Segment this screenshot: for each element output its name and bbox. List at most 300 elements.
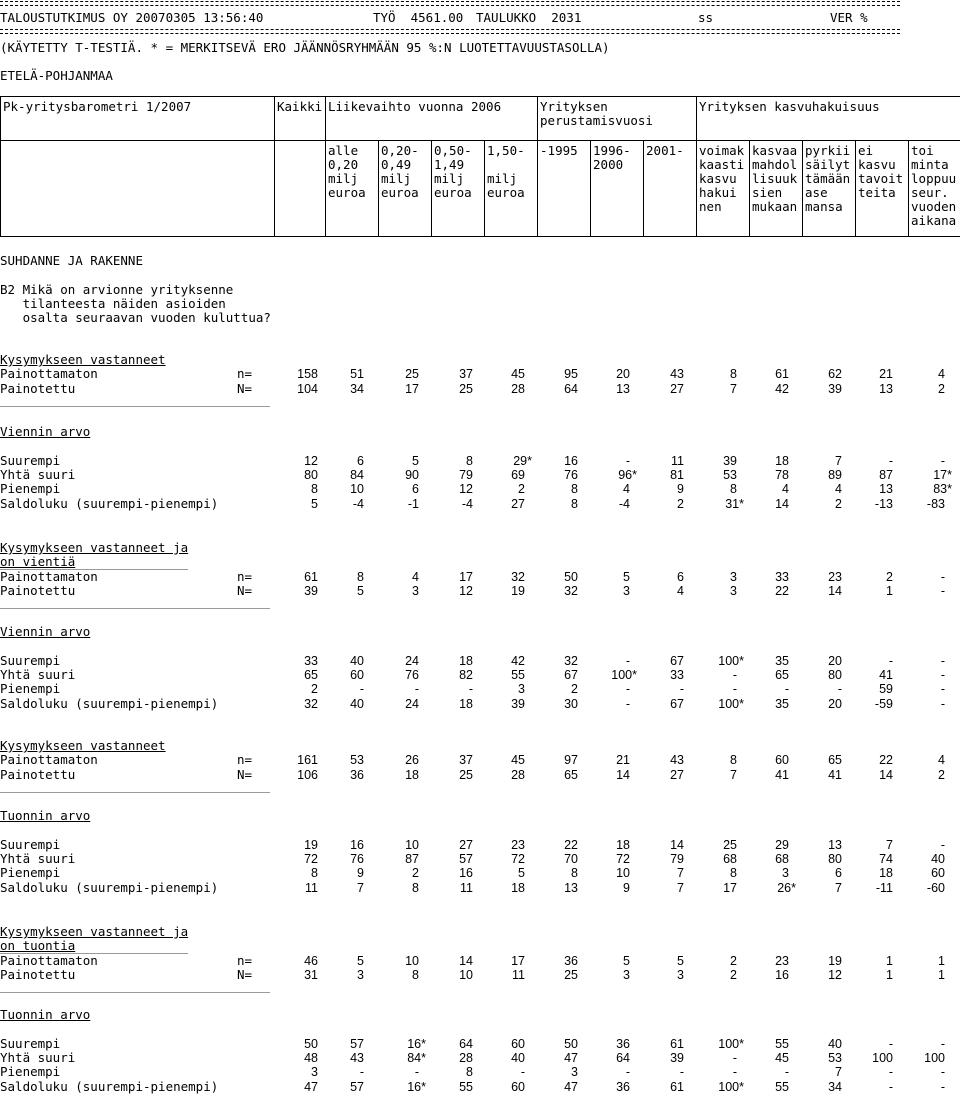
table-cell: 32	[304, 696, 318, 711]
table-cell: 36	[616, 1079, 630, 1094]
table-cell: -	[940, 569, 945, 584]
table-cell: 4	[938, 367, 945, 382]
table-cell: 7	[730, 767, 737, 782]
table-cell: 11	[512, 967, 525, 982]
table-cell: 53	[723, 467, 737, 482]
table-cell: -	[888, 1065, 893, 1080]
table-cell: 11	[671, 453, 684, 468]
table-cell: 14	[616, 767, 630, 782]
table-cell: -4	[461, 496, 473, 511]
table-cell: 8	[571, 496, 578, 511]
question-text: B2 Mikä on arvionne yrityksenne tilanteesta näiden asioiden osalta seuraavan vuoden kuluttua?	[0, 282, 271, 325]
table-cell: 1	[938, 953, 945, 968]
table-cell: 33	[304, 653, 318, 668]
table-cell: 43	[670, 753, 684, 768]
table-cell: -	[888, 1079, 893, 1094]
table-cell: 1	[886, 967, 893, 982]
table-cell: 3	[623, 967, 630, 982]
table-cell: 39	[511, 696, 525, 711]
table-cell: 76	[564, 467, 578, 482]
table-cell: 16	[459, 866, 473, 881]
table-cell: 3	[623, 583, 630, 598]
table-cell: 6	[677, 569, 684, 584]
table-cell: -	[732, 667, 737, 682]
table-cell: 27	[459, 837, 473, 852]
table-cell: 17	[511, 953, 525, 968]
table-cell: 20	[616, 367, 630, 382]
table-cell: -60	[926, 880, 945, 895]
table-cell: 64	[564, 381, 578, 396]
col-header: 0,50- 1,49 milj euroa	[432, 141, 485, 237]
table-cell: 78	[775, 467, 789, 482]
table-cell: 21	[616, 753, 630, 768]
table-cell: 84*	[407, 1050, 426, 1065]
table-cell: 37	[459, 753, 473, 768]
table-cell: 7	[677, 866, 684, 881]
table-cell: 19	[304, 837, 318, 852]
table-cell: -	[784, 1065, 789, 1080]
table-cell: 12	[459, 482, 473, 497]
table-cell: 14	[459, 953, 473, 968]
table-cell: -1	[407, 496, 419, 511]
table-cell: 3	[730, 569, 737, 584]
n-label: N=	[237, 380, 253, 396]
row-label: Pienempi	[0, 681, 61, 697]
column-header-table	[0, 96, 960, 237]
table-cell: 4	[677, 583, 684, 598]
table-cell: 97	[564, 753, 578, 768]
table-cell: 55	[775, 1036, 789, 1051]
table-cell: -	[625, 653, 630, 668]
table-cell: 76	[405, 667, 419, 682]
table-cell: 18	[459, 653, 473, 668]
table-cell: -	[888, 453, 893, 468]
table-cell: 60	[511, 1079, 525, 1094]
table-cell: 80	[828, 851, 842, 866]
table-cell: 50	[304, 1036, 318, 1051]
table-cell: 57	[350, 1079, 364, 1094]
row-label: Yhtä suuri	[0, 666, 76, 682]
row-label: Yhtä suuri	[0, 1049, 76, 1065]
table-cell: 47	[564, 1050, 578, 1065]
table-cell: 82	[459, 667, 473, 682]
table-cell: -	[679, 682, 684, 697]
table-cell: 34	[828, 1079, 842, 1094]
table-cell: 8	[571, 482, 578, 497]
table-cell: 28	[511, 381, 525, 396]
table-cell: 20	[828, 696, 842, 711]
table-cell: 6	[357, 453, 364, 468]
table-cell: -59	[874, 696, 893, 711]
table-cell: -4	[618, 496, 630, 511]
table-cell: 21	[879, 367, 893, 382]
table-cell: 3	[677, 967, 684, 982]
table-cell: 8	[412, 967, 419, 982]
row-label: Saldoluku (suurempi-pienempi)	[0, 1078, 219, 1094]
row-label: Painottamaton	[0, 568, 98, 584]
table-cell: 100*	[718, 653, 744, 668]
table-cell: 9	[357, 866, 364, 881]
table-cell: 64	[459, 1036, 473, 1051]
table-cell: 27	[670, 767, 684, 782]
table-cell: 79	[670, 851, 684, 866]
table-cell: 18	[405, 767, 419, 782]
table-cell: 5	[623, 953, 630, 968]
table-cell: 47	[564, 1079, 578, 1094]
col-header: pyrkii säilyt tämään ase mansa	[803, 141, 856, 237]
block-subtitle: on tuontia	[0, 938, 76, 954]
table-cell: -83	[926, 496, 945, 511]
table-cell: 60	[350, 667, 364, 682]
table-cell: 53	[828, 1050, 842, 1065]
table-cell: -	[359, 1065, 364, 1080]
table-cell: -	[732, 1050, 737, 1065]
table-cell: 70	[564, 851, 578, 866]
table-cell: 31	[304, 967, 318, 982]
table-cell: 17	[405, 381, 419, 396]
row-label: Suurempi	[0, 452, 61, 468]
block-title: Viennin arvo	[0, 624, 91, 639]
table-cell: 100*	[718, 1079, 744, 1094]
table-cell: 65	[775, 667, 789, 682]
table-cell: 42	[511, 653, 525, 668]
table-cell: 39	[723, 453, 737, 468]
table-cell: 67	[670, 653, 684, 668]
table-cell: -	[940, 1065, 945, 1080]
table-cell: 2	[571, 682, 578, 697]
table-cell: 7	[835, 453, 842, 468]
table-cell: 3	[518, 682, 525, 697]
table-cell: 8	[466, 1065, 473, 1080]
table-cell: 23	[828, 569, 842, 584]
table-cell: 25	[405, 367, 419, 382]
table-cell: 39	[670, 1050, 684, 1065]
table-cell: 5	[311, 496, 318, 511]
table-cell: 3	[571, 1065, 578, 1080]
table-cell: 40	[931, 851, 945, 866]
table-cell: 68	[723, 851, 737, 866]
table-cell: 9	[623, 880, 630, 895]
table-cell: 6	[835, 866, 842, 881]
n-label: N=	[237, 966, 253, 982]
table-cell: 65	[304, 667, 318, 682]
table-cell: -	[414, 682, 419, 697]
block-title: Tuonnin arvo	[0, 808, 91, 823]
table-cell: 30	[564, 696, 578, 711]
table-cell: 57	[459, 851, 473, 866]
row-label: Painotettu	[0, 380, 76, 396]
table-cell: 4	[835, 482, 842, 497]
table-cell: -	[732, 1065, 737, 1080]
table-cell: 7	[730, 381, 737, 396]
table-cell: 90	[405, 467, 419, 482]
table-cell: 95	[564, 367, 578, 382]
table-cell: 10	[459, 967, 473, 982]
table-cell: 2	[677, 496, 684, 511]
table-cell: 8	[730, 753, 737, 768]
table-cell: -	[359, 682, 364, 697]
table-cell: 7	[677, 880, 684, 895]
table-cell: 40	[350, 653, 364, 668]
table-cell: 7	[886, 837, 893, 852]
table-cell: -	[784, 682, 789, 697]
col-header: -1995	[538, 141, 591, 237]
table-cell: 2	[412, 866, 419, 881]
table-cell: 22	[564, 837, 578, 852]
table-cell: 13	[616, 381, 630, 396]
col-header: voimak kaasti kasvu hakui nen	[697, 141, 750, 237]
block-title: Kysymykseen vastanneet	[0, 352, 166, 367]
table-cell: 45	[511, 753, 525, 768]
n-label: N=	[237, 766, 253, 782]
table-cell: 65	[828, 753, 842, 768]
table-cell: 31*	[725, 496, 744, 511]
table-cell: 3	[730, 583, 737, 598]
col-header: toi minta loppuu seur. vuoden aikana	[909, 141, 960, 237]
table-cell: 50	[564, 569, 578, 584]
row-label: Saldoluku (suurempi-pienempi)	[0, 879, 219, 895]
table-cell: 13	[564, 880, 578, 895]
table-cell: -13	[874, 496, 893, 511]
row-label: Yhtä suuri	[0, 466, 76, 482]
table-cell: 12	[459, 583, 473, 598]
table-cell: 41	[879, 667, 893, 682]
table-cell: -	[940, 682, 945, 697]
table-cell: 27	[670, 381, 684, 396]
table-cell: 29*	[513, 453, 532, 468]
t-test-note: (KÄYTETTY T-TESTIÄ. * = MERKITSEVÄ ERO JÄÄNNÖSRYHMÄÄN 95 %:N LUOTETTAVUUSTASOLLA)	[0, 40, 610, 55]
empty-cell	[275, 141, 326, 237]
table-cell: 36	[616, 1036, 630, 1051]
title-underline	[0, 953, 188, 954]
table-cell: 55	[775, 1079, 789, 1094]
table-cell: -	[837, 682, 842, 697]
table-cell: -	[888, 653, 893, 668]
table-cell: 9	[677, 482, 684, 497]
table-cell: 8	[730, 482, 737, 497]
table-cell: 35	[775, 653, 789, 668]
table-cell: 41	[775, 767, 789, 782]
table-cell: 16*	[407, 1079, 426, 1094]
table-cell: 10	[405, 837, 419, 852]
row-label: Pienempi	[0, 481, 61, 497]
table-cell: 61	[670, 1079, 684, 1094]
table-cell: -	[940, 653, 945, 668]
table-cell: 104	[297, 381, 318, 396]
table-cell: 11	[460, 880, 473, 895]
table-cell: 8	[466, 453, 473, 468]
table-cell: 36	[564, 953, 578, 968]
base-divider	[0, 406, 270, 407]
table-cell: 32	[511, 569, 525, 584]
row-label: Painottamaton	[0, 366, 98, 382]
table-cell: 2	[518, 482, 525, 497]
region-title: ETELÄ-POHJANMAA	[0, 68, 113, 83]
block-title: Kysymykseen vastanneet ja	[0, 540, 189, 555]
table-cell: 8	[311, 482, 318, 497]
table-cell: 47	[304, 1079, 318, 1094]
row-label: Suurempi	[0, 1035, 61, 1051]
table-cell: 25	[564, 967, 578, 982]
table-cell: 83*	[933, 482, 952, 497]
table-cell: 18	[879, 866, 893, 881]
table-cell: 3	[412, 583, 419, 598]
table-cell: 57	[350, 1036, 364, 1051]
table-cell: 17*	[933, 467, 952, 482]
table-cell: 14	[775, 496, 789, 511]
table-cell: 8	[357, 569, 364, 584]
base-divider	[0, 992, 270, 993]
table-cell: 3	[782, 866, 789, 881]
table-cell: 2	[311, 682, 318, 697]
table-cell: -	[625, 696, 630, 711]
table-cell: 18	[616, 837, 630, 852]
table-cell: 106	[297, 767, 318, 782]
block-subtitle: on vientiä	[0, 554, 76, 570]
table-cell: 18	[775, 453, 789, 468]
row-label: Pienempi	[0, 1064, 61, 1080]
table-cell: 2	[938, 767, 945, 782]
table-cell: -	[940, 837, 945, 852]
table-cell: 14	[828, 583, 842, 598]
top-rule	[0, 1, 900, 6]
table-cell: 20	[828, 653, 842, 668]
base-divider	[0, 608, 270, 609]
table-cell: 69	[511, 467, 525, 482]
table-cell: 96*	[618, 467, 637, 482]
table-cell: 3	[357, 967, 364, 982]
table-cell: 53	[350, 753, 364, 768]
table-cell: 4	[782, 482, 789, 497]
block-title: Viennin arvo	[0, 424, 91, 439]
table-cell: 17	[459, 569, 473, 584]
table-cell: 26	[405, 753, 419, 768]
table-cell: 19	[511, 583, 525, 598]
block-title: Kysymykseen vastanneet ja	[0, 924, 189, 939]
table-cell: 8	[730, 866, 737, 881]
table-cell: -	[940, 696, 945, 711]
table-title: Pk-yritysbarometri 1/2007	[1, 97, 275, 141]
table-cell: 81	[670, 467, 684, 482]
table-cell: 61	[304, 569, 318, 584]
table-cell: 2	[730, 953, 737, 968]
table-cell: 84	[350, 467, 364, 482]
table-cell: 33	[775, 569, 789, 584]
table-number: TAULUKKO 2031	[476, 10, 582, 25]
table-cell: 14	[670, 837, 684, 852]
table-cell: 7	[835, 880, 842, 895]
row-label: Saldoluku (suurempi-pienempi)	[0, 495, 219, 511]
n-label: n=	[237, 568, 253, 584]
table-cell: 4	[938, 753, 945, 768]
n-label: N=	[237, 582, 253, 598]
table-cell: 25	[723, 837, 737, 852]
table-cell: 55	[511, 667, 525, 682]
table-cell: -	[888, 1036, 893, 1051]
table-cell: 16	[775, 967, 789, 982]
table-cell: 5	[357, 953, 364, 968]
table-cell: -	[625, 1065, 630, 1080]
table-cell: 3	[311, 1065, 318, 1080]
table-cell: -	[679, 1065, 684, 1080]
table-cell: 43	[350, 1050, 364, 1065]
table-cell: 5	[518, 866, 525, 881]
table-cell: 10	[350, 482, 364, 497]
table-cell: 18	[459, 696, 473, 711]
growth-group-header: Yrityksen kasvuhakuisuus	[697, 97, 960, 141]
table-cell: 27	[511, 496, 525, 511]
table-cell: 25	[459, 381, 473, 396]
table-cell: 10	[616, 866, 630, 881]
table-cell: 46	[304, 953, 318, 968]
table-cell: 8	[730, 367, 737, 382]
table-cell: 32	[564, 583, 578, 598]
table-cell: 161	[297, 753, 318, 768]
table-cell: 5	[623, 569, 630, 584]
table-cell: 13	[828, 837, 842, 852]
section-title: SUHDANNE JA RAKENNE	[0, 253, 143, 268]
table-cell: 17	[723, 880, 737, 895]
table-cell: 41	[828, 767, 842, 782]
table-cell: 2	[835, 496, 842, 511]
table-cell: 22	[879, 753, 893, 768]
table-cell: 100*	[611, 667, 637, 682]
table-cell: 12	[304, 453, 318, 468]
table-cell: 37	[459, 367, 473, 382]
table-cell: -	[625, 682, 630, 697]
table-cell: 100	[924, 1050, 945, 1065]
org-timestamp: TALOUSTUTKIMUS OY 20070305 13:56:40	[0, 10, 264, 25]
table-cell: 80	[304, 467, 318, 482]
table-cell: 67	[670, 696, 684, 711]
table-cell: 62	[828, 367, 842, 382]
table-cell: 1	[938, 967, 945, 982]
table-cell: 45	[511, 367, 525, 382]
ss-label: ss	[698, 10, 714, 25]
table-cell: 2	[938, 381, 945, 396]
table-cell: 48	[304, 1050, 318, 1065]
block-title: Kysymykseen vastanneet	[0, 738, 166, 753]
table-cell: 72	[616, 851, 630, 866]
table-cell: -	[940, 1079, 945, 1094]
table-cell: 59	[879, 682, 893, 697]
row-label: Yhtä suuri	[0, 850, 76, 866]
table-cell: 45	[775, 1050, 789, 1065]
table-cell: 12	[828, 967, 842, 982]
table-cell: 32	[564, 653, 578, 668]
table-cell: 18	[511, 880, 525, 895]
row-label: Painotettu	[0, 766, 76, 782]
table-cell: -	[468, 682, 473, 697]
row-label: Pienempi	[0, 865, 61, 881]
table-cell: -	[940, 583, 945, 598]
table-cell: 61	[775, 367, 789, 382]
row-label: Saldoluku (suurempi-pienempi)	[0, 695, 219, 711]
table-cell: 22	[775, 583, 789, 598]
table-cell: 8	[412, 880, 419, 895]
title-underline	[0, 569, 188, 570]
table-cell: 16*	[407, 1036, 426, 1051]
table-cell: 72	[511, 851, 525, 866]
table-cell: 6	[412, 482, 419, 497]
header-rule	[0, 29, 900, 34]
total-column-header: Kaikki	[275, 97, 326, 141]
founding-year-group-header: Yrityksen perustamisvuosi	[538, 97, 697, 141]
table-cell: 14	[879, 767, 893, 782]
n-label: n=	[237, 366, 253, 382]
table-cell: -11	[875, 880, 893, 895]
version-label: VER %	[830, 10, 868, 25]
